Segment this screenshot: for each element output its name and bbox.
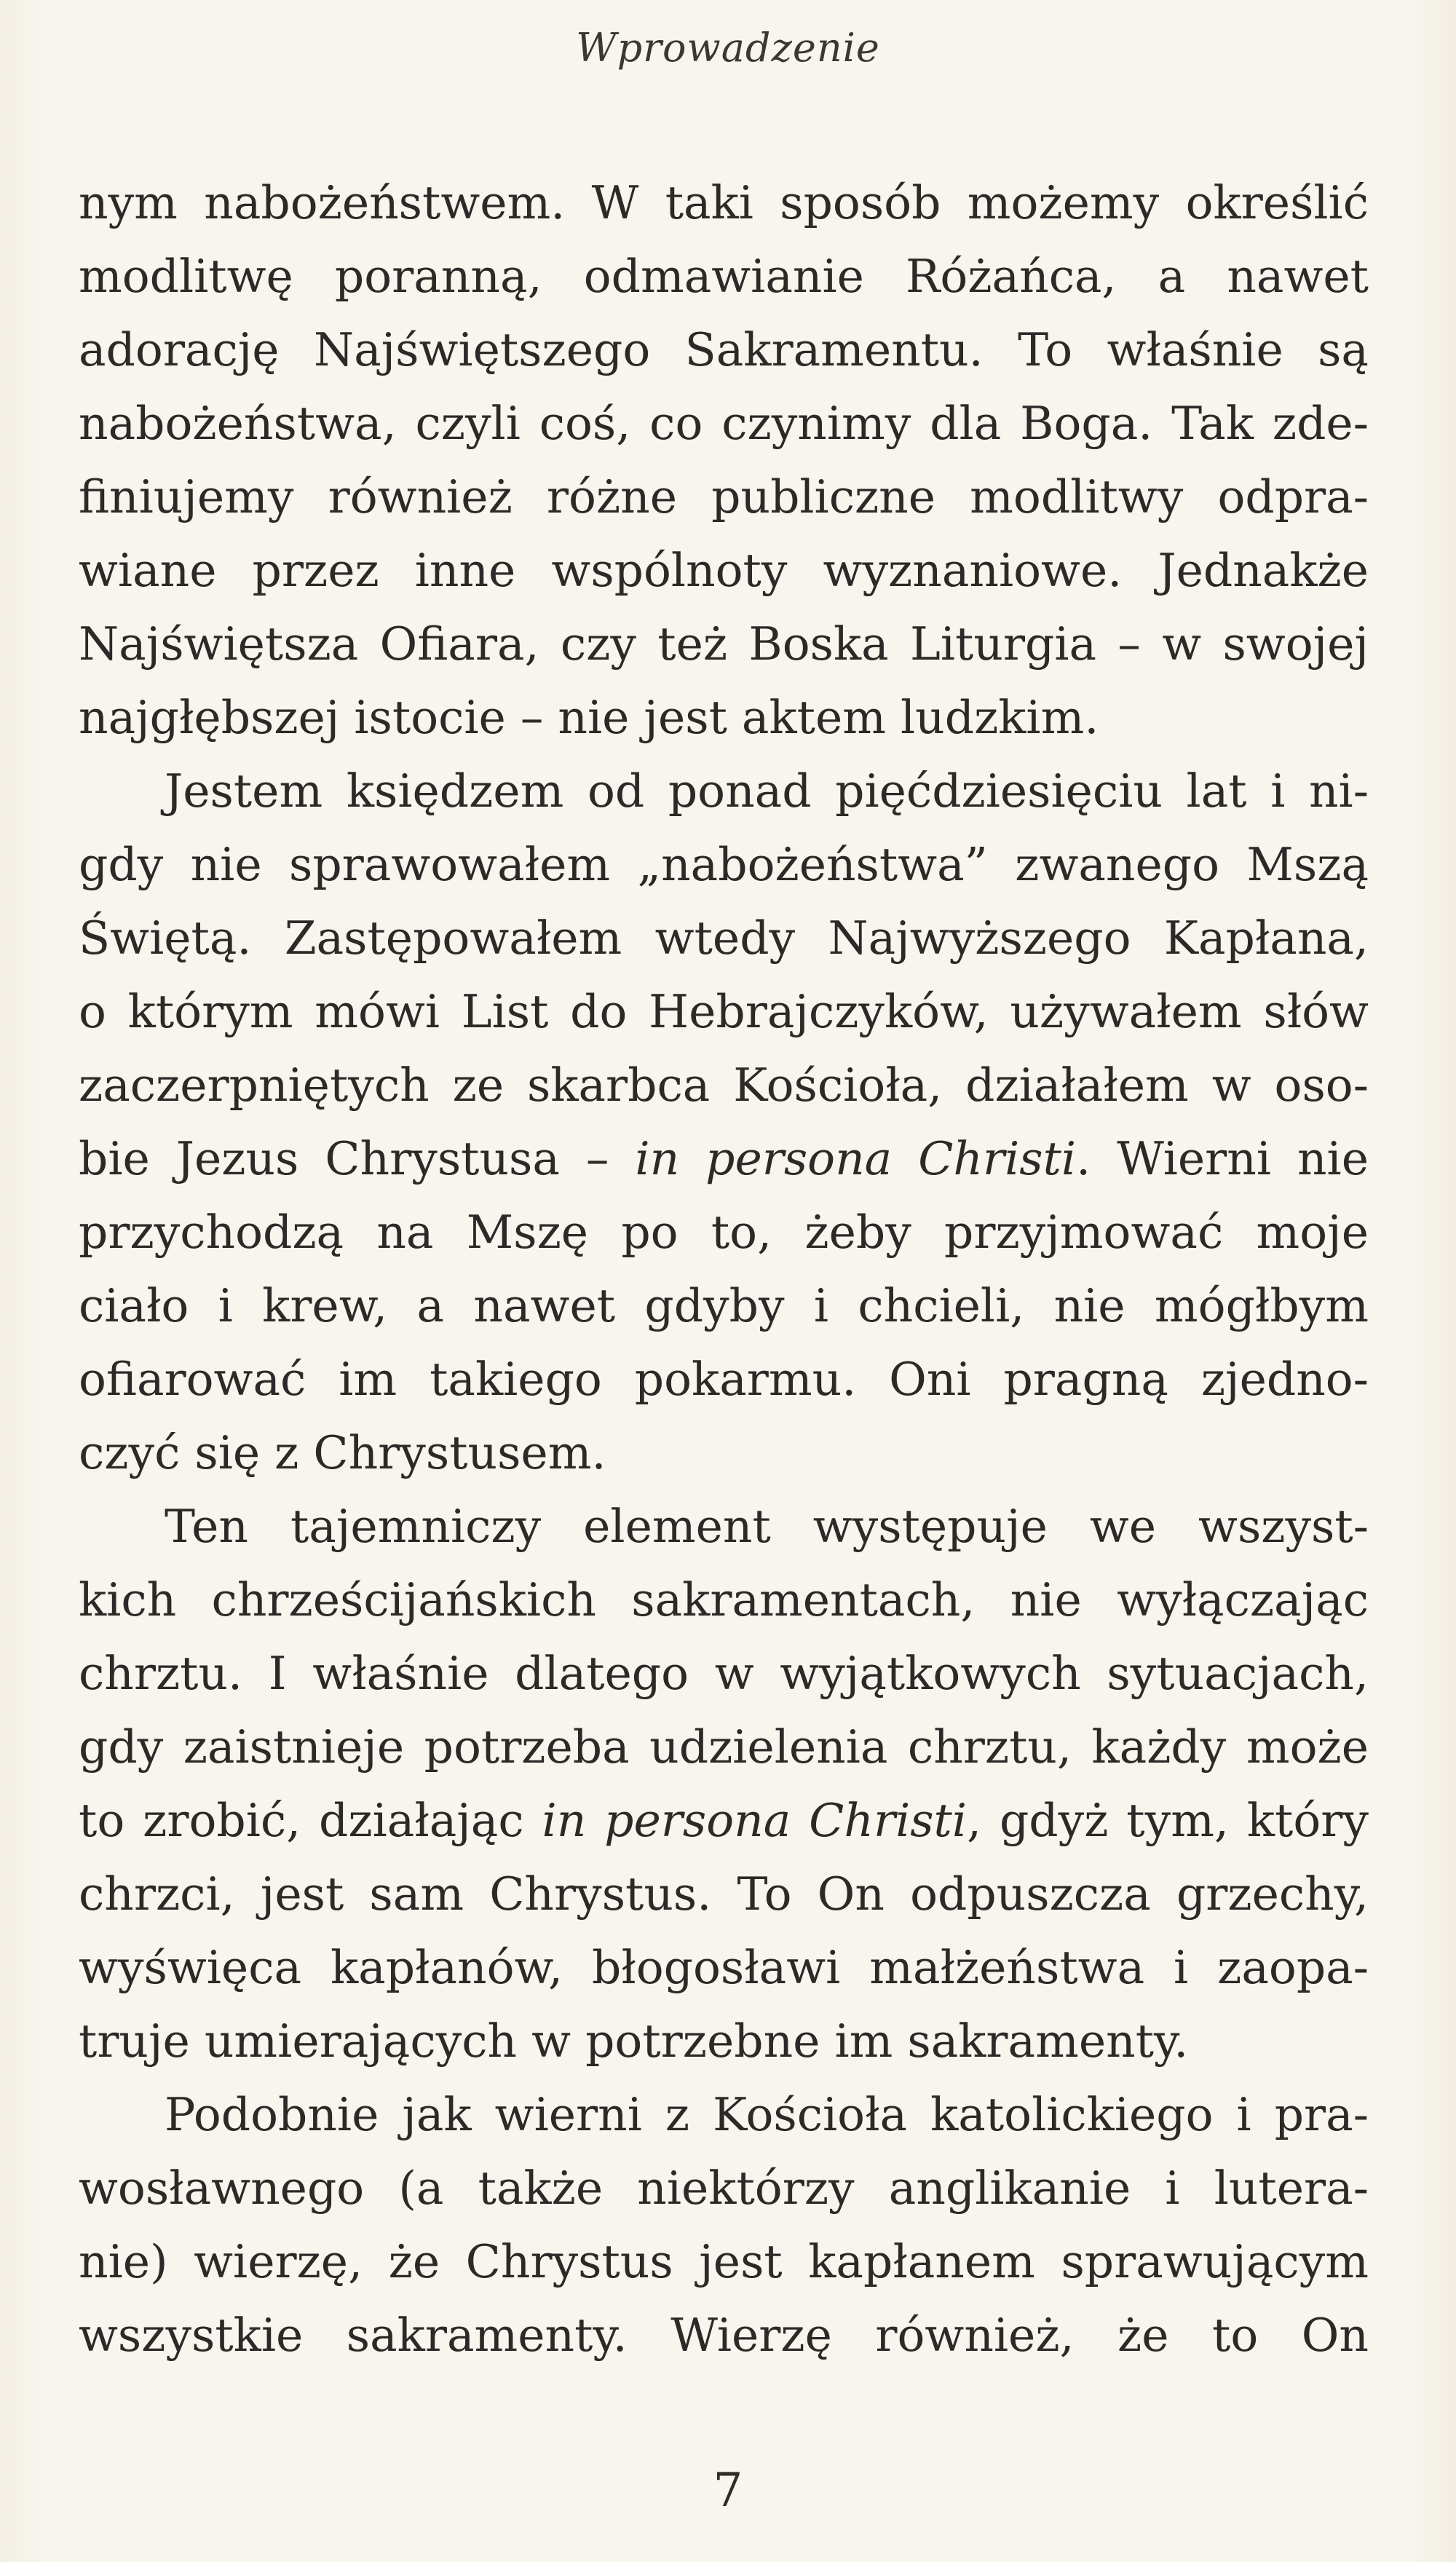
paragraph-first-line: Ten tajemniczy element występuje we wszyst-: [165, 1500, 1369, 1553]
text-line: o którym mówi List do Hebrajczyków, używałem słów: [79, 985, 1369, 1038]
text-line: wiane przez inne wspólnoty wyznaniowe. Jednakże: [79, 544, 1369, 597]
text-line: czyć się z Chrystusem.: [79, 1426, 606, 1479]
text-line: adorację Najświętszego Sakramentu. To właśnie są: [79, 323, 1369, 376]
text-line: ofiarować im takiego pokarmu. Oni pragną zjedno-: [79, 1353, 1369, 1406]
text-line: przychodzą na Mszę po to, żeby przyjmować moje: [79, 1206, 1369, 1259]
running-head: Wprowadzenie: [576, 25, 880, 71]
text-line: modlitwę poranną, odmawianie Różańca, a nawet: [79, 250, 1369, 303]
text-line: wosławnego (a także niektórzy anglikanie i lutera-: [79, 2162, 1369, 2215]
text-line: gdy nie sprawowałem „nabożeństwa” zwanego Mszą: [79, 838, 1369, 891]
italic-phrase: in persona Christi: [635, 1132, 1077, 1185]
body-text: [79, 166, 1369, 2372]
text-line: kich chrześcijańskich sakramentach, nie wyłączając: [79, 1573, 1369, 1626]
text-line: chrzci, jest sam Chrystus. To On odpuszcza grzechy,: [79, 1867, 1369, 1921]
text-line: Najświętsza Ofiara, czy też Boska Liturgia – w swojej: [79, 617, 1369, 671]
text-line: najgłębszej istocie – nie jest aktem ludzkim.: [79, 691, 1099, 744]
line-text: , gdyż tym, który: [967, 1794, 1369, 1847]
text-line: Świętą. Zastępowałem wtedy Najwyższego Kapłana,: [79, 912, 1369, 965]
text-line: nie) wierzę, że Chrystus jest kapłanem sprawującym: [79, 2235, 1369, 2288]
text-line: wszystkie sakramenty. Wierzę również, że to On: [79, 2309, 1369, 2362]
text-line: wyświęca kapłanów, błogosławi małżeństwa i zaopa-: [79, 1941, 1369, 1994]
text-line: nym nabożeństwem. W taki sposób możemy określić: [79, 176, 1369, 229]
paragraph-first-line: Podobnie jak wierni z Kościoła katolickiego i pra-: [165, 2088, 1369, 2141]
text-line-with-italic: [79, 1122, 1369, 1195]
line-text: bie Jezus Chrystusa –: [79, 1132, 636, 1185]
text-line: zaczerpniętych ze skarbca Kościoła, działałem w oso-: [79, 1059, 1369, 1112]
text-line: finiujemy również różne publiczne modlitwy odpra-: [79, 470, 1369, 523]
text-line: nabożeństwa, czyli coś, co czynimy dla Boga. Tak zde-: [79, 397, 1369, 450]
line-text: . Wierni nie: [1076, 1132, 1369, 1185]
text-line: truje umierających w potrzebne im sakramenty.: [79, 2015, 1189, 2068]
paragraph-first-line: Jestem księdzem od ponad pięćdziesięciu lat i ni-: [165, 764, 1369, 818]
text-line: ciało i krew, a nawet gdyby i chcieli, nie mógłbym: [79, 1279, 1369, 1332]
italic-phrase: in persona Christi: [542, 1794, 968, 1847]
text-line: gdy zaistnieje potrzeba udzielenia chrztu, każdy może: [79, 1720, 1369, 1774]
line-text: to zrobić, działając: [79, 1794, 542, 1847]
text-line-with-italic: [79, 1784, 1369, 1857]
text-line: chrztu. I właśnie dlatego w wyjątkowych sytuacjach,: [79, 1647, 1369, 1700]
page-number: 7: [713, 2464, 743, 2518]
